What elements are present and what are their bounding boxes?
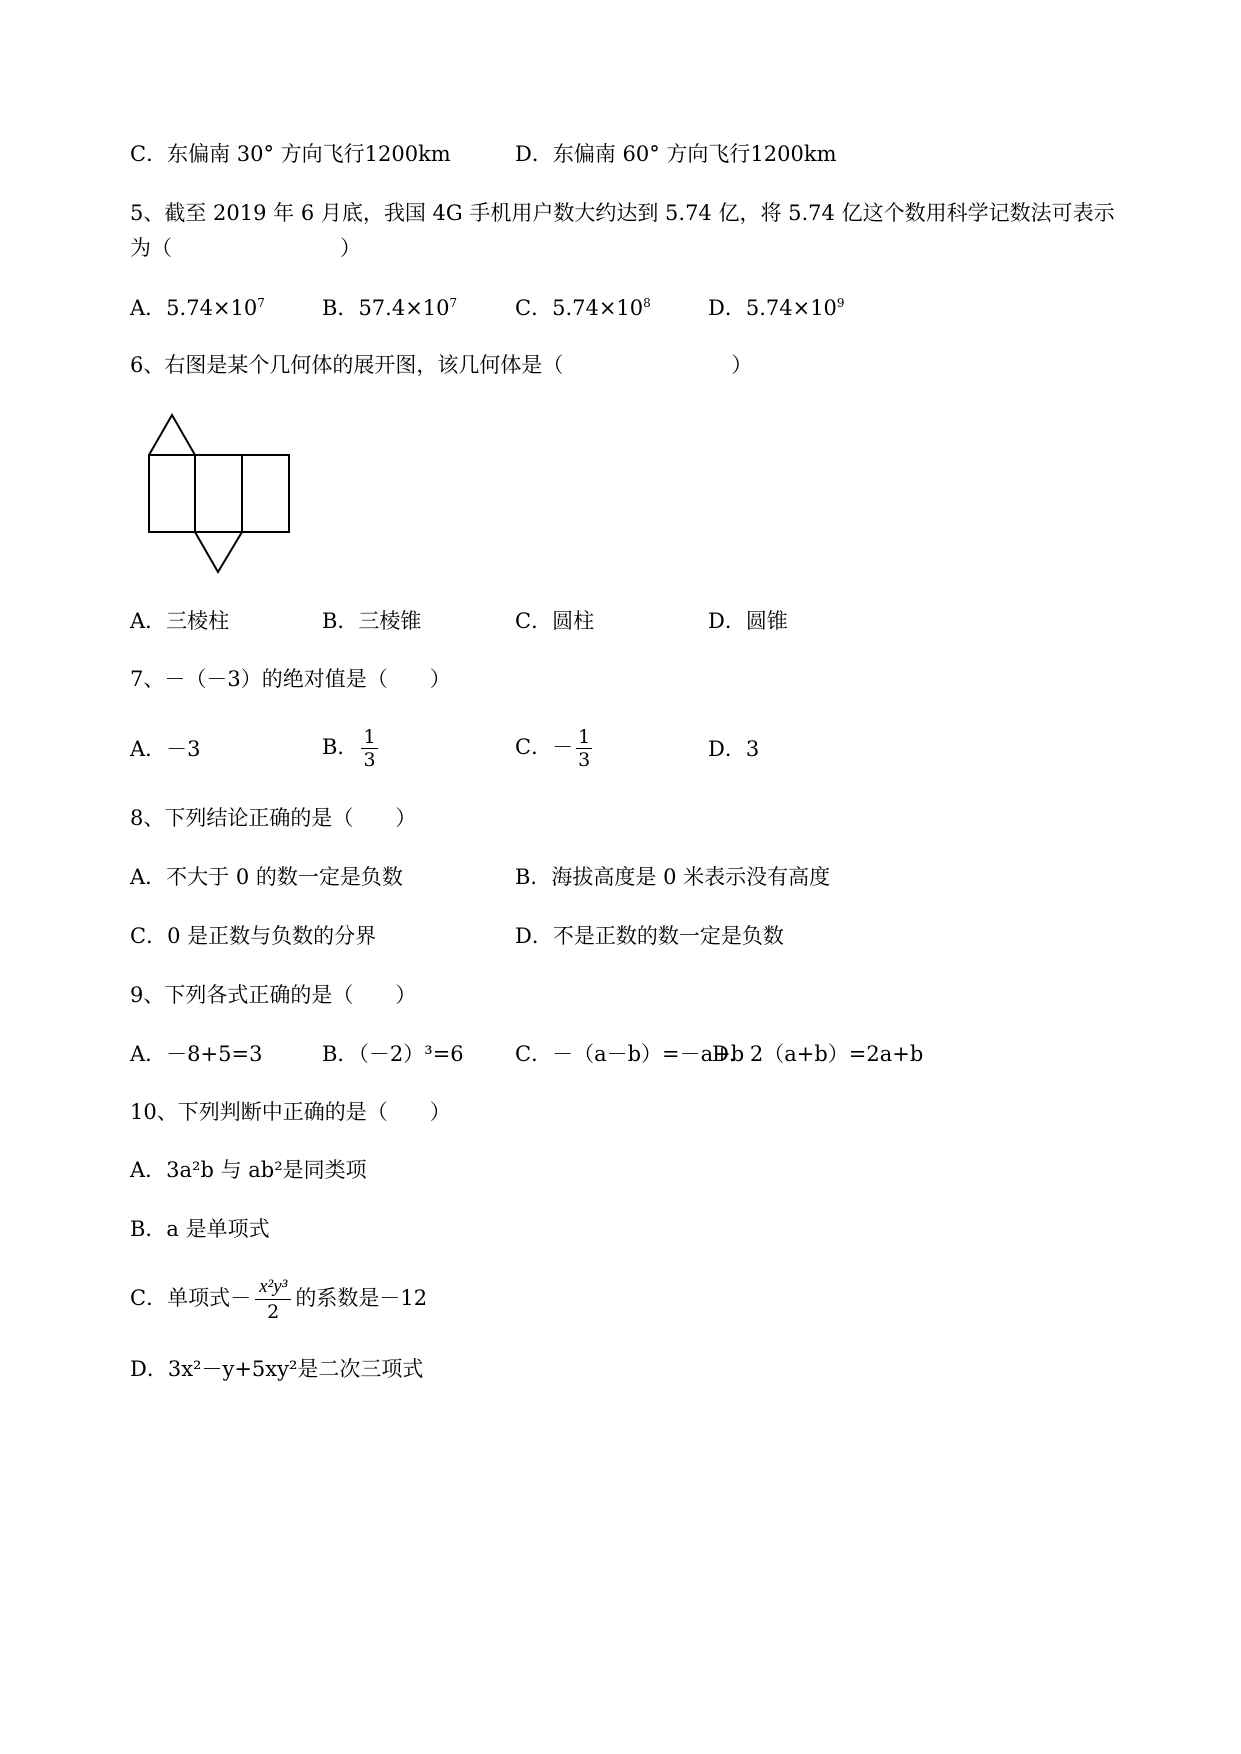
q5-stem-line1: 5、截至 2019 年 6 月底，我国 4G 手机用户数大约达到 5.74 亿，将 5.74 亿这个数用科学记数法可表示	[130, 201, 1115, 225]
q7-option-c: C．－ $\frac{1}{3}$	[515, 726, 591, 771]
q10-c-fraction: $\frac{\text{x²y³}}{2}$	[255, 1275, 291, 1324]
q6-option-b: B．三棱锥	[322, 609, 422, 633]
q10-stem: 10、下列判断中正确的是（ ）	[130, 1100, 451, 1124]
q10-option-c: C．单项式－ $\frac{\text{x²y³}}{2}$ 的系数是－12	[130, 1276, 428, 1323]
q9-option-b: B．（－2）³=6	[322, 1042, 464, 1066]
net-face-left	[149, 455, 195, 532]
q5-option-a: A．$5.74\times 10^7$	[130, 296, 265, 320]
q4-option-c: C．东偏南 30° 方向飞行1200km	[130, 142, 451, 166]
q7-b-fraction: $\frac{1}{3}$	[363, 726, 376, 771]
q10-option-a: A．3a²b 与 ab²是同类项	[130, 1158, 367, 1182]
q9-option-d: D．2（a+b）=2a+b	[712, 1042, 924, 1066]
q6-stem: 6、右图是某个几何体的展开图，该几何体是（ ）	[130, 353, 753, 377]
q5-option-d: D．$5.74\times 10^9$	[708, 296, 845, 320]
q6-option-a: A．三棱柱	[130, 609, 230, 633]
q8-option-a: A．不大于 0 的数一定是负数	[130, 865, 403, 889]
q8-option-b: B．海拔高度是 0 米表示没有高度	[515, 865, 831, 889]
q7-option-b: B． $\frac{1}{3}$	[322, 726, 376, 771]
q4-option-d: D．东偏南 60° 方向飞行1200km	[515, 142, 837, 166]
q10-option-d: D．3x²－y+5xy²是二次三项式	[130, 1357, 424, 1381]
q9-option-c: C．－（a－b）=－a+b	[515, 1042, 745, 1066]
net-top-triangle	[149, 415, 195, 455]
q8-option-c: C．0 是正数与负数的分界	[130, 924, 377, 948]
prism-net-figure	[140, 405, 300, 580]
q6-option-c: C．圆柱	[515, 609, 595, 633]
net-face-right	[242, 455, 289, 532]
q9-stem: 9、下列各式正确的是（ ）	[130, 983, 417, 1007]
q6-option-d: D．圆锥	[708, 609, 788, 633]
q5-option-b: B．$57.4\times 10^7$	[322, 296, 458, 320]
q7-option-a: A．－3	[130, 737, 201, 761]
q5-stem-line2: 为（ ）	[130, 236, 361, 260]
q8-stem: 8、下列结论正确的是（ ）	[130, 806, 417, 830]
q7-option-d: D．3	[708, 737, 760, 761]
q7-c-fraction: $\frac{1}{3}$	[578, 726, 591, 771]
net-bottom-triangle	[195, 532, 242, 572]
q9-option-a: A．－8+5=3	[130, 1042, 263, 1066]
q7-stem: 7、－（－3）的绝对值是（ ）	[130, 667, 451, 691]
net-face-middle	[195, 455, 242, 532]
q5-option-c: C．$5.74\times 10^8$	[515, 296, 651, 320]
q8-option-d: D．不是正数的数一定是负数	[515, 924, 784, 948]
q10-option-b: B．a 是单项式	[130, 1217, 270, 1241]
